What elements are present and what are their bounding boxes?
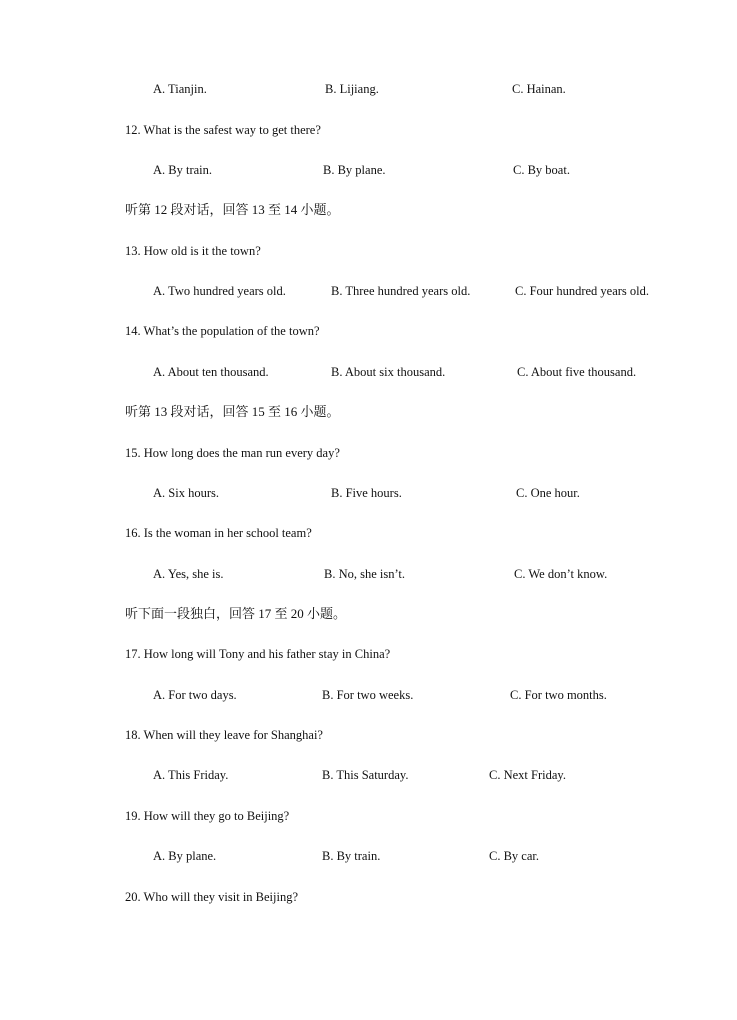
option-c: C. About five thousand. xyxy=(517,365,637,379)
section-heading: 听第 12 段对话，回答 13 至 14 小题。 xyxy=(125,202,340,217)
option-c: C. By car. xyxy=(489,849,539,863)
option-a: A. Tianjin. xyxy=(153,82,207,96)
option-b: B. For two weeks. xyxy=(322,688,414,702)
option-a: A. By plane. xyxy=(153,849,217,863)
question-19: 19. How will they go to Beijing? xyxy=(125,809,290,823)
question-20: 20. Who will they visit in Beijing? xyxy=(125,890,299,904)
option-b: B. By plane. xyxy=(323,163,386,177)
question-18: 18. When will they leave for Shanghai? xyxy=(125,728,323,742)
option-a: A. Two hundred years old. xyxy=(153,284,286,298)
option-c: C. We don’t know. xyxy=(514,567,608,581)
option-c: C. Next Friday. xyxy=(489,768,566,782)
section-heading: 听下面一段独白，回答 17 至 20 小题。 xyxy=(125,606,347,621)
question-14: 14. What’s the population of the town? xyxy=(125,324,320,338)
option-c: C. For two months. xyxy=(510,688,607,702)
option-b: B. Five hours. xyxy=(331,486,402,500)
option-b: B. No, she isn’t. xyxy=(324,567,406,581)
question-15: 15. How long does the man run every day? xyxy=(125,446,340,460)
option-a: A. This Friday. xyxy=(153,768,229,782)
option-a: A. Six hours. xyxy=(153,486,219,500)
option-c: C. One hour. xyxy=(516,486,580,500)
section-heading: 听第 13 段对话，回答 15 至 16 小题。 xyxy=(125,404,340,419)
question-13: 13. How old is it the town? xyxy=(125,244,261,258)
option-a: A. For two days. xyxy=(153,688,237,702)
option-b: B. About six thousand. xyxy=(331,365,446,379)
option-a: A. Yes, she is. xyxy=(153,567,224,581)
question-12: 12. What is the safest way to get there? xyxy=(125,123,321,137)
question-16: 16. Is the woman in her school team? xyxy=(125,526,312,540)
option-b: B. By train. xyxy=(322,849,381,863)
option-a: A. About ten thousand. xyxy=(153,365,269,379)
question-17: 17. How long will Tony and his father stay in China? xyxy=(125,647,391,661)
option-c: C. Four hundred years old. xyxy=(515,284,650,298)
option-a: A. By train. xyxy=(153,163,213,177)
option-b: B. This Saturday. xyxy=(322,768,409,782)
option-c: C. By boat. xyxy=(513,163,570,177)
option-c: C. Hainan. xyxy=(512,82,566,96)
option-b: B. Three hundred years old. xyxy=(331,284,471,298)
option-b: B. Lijiang. xyxy=(325,82,379,96)
